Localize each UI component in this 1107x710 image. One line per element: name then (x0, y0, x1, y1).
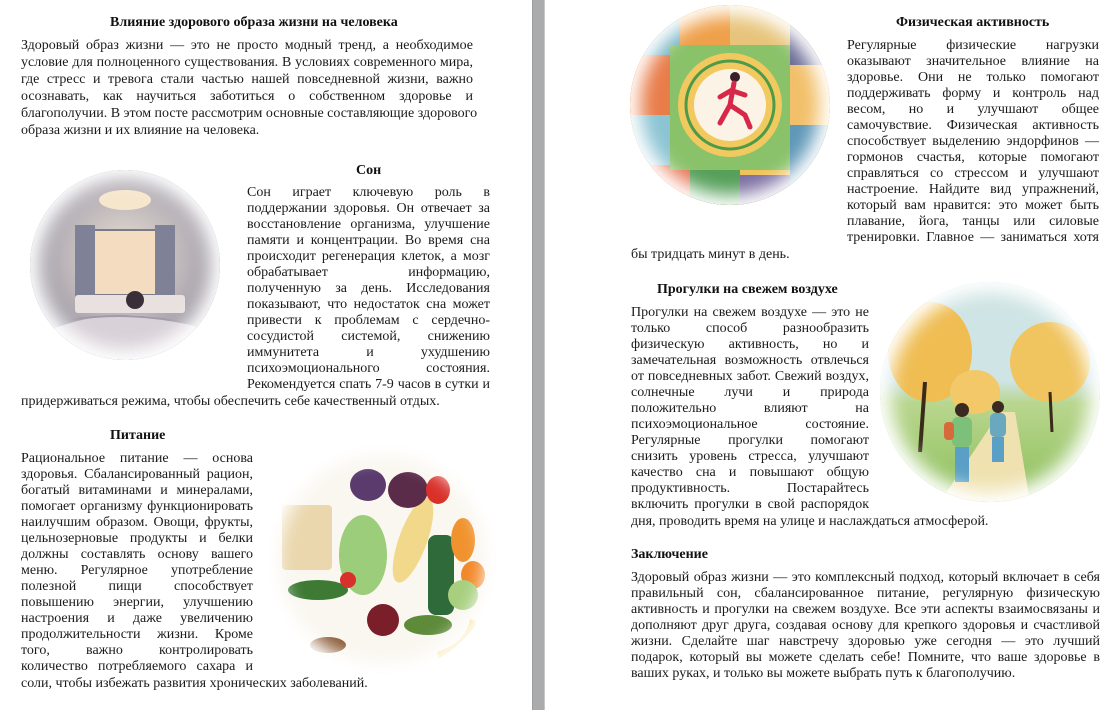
text-line: самочувствие. Физическая активность (847, 118, 1099, 133)
text-line: подарок, который вы можете сделать себе! Помните, что ваше здоровье в (631, 650, 1100, 665)
healthy-food-icon (268, 445, 496, 673)
text-line: жизни. Сделайте шаг навстречу здоровью уже сегодня — это лучший (631, 634, 1100, 649)
text-line: осознавать, как научиться заботиться о собственном здоровье и (21, 89, 473, 104)
text-line: тренировки. Главное — заниматься хотя (847, 230, 1099, 245)
walks-illustration-image (880, 282, 1100, 502)
text-line: гормонов счастья, которые помогают (847, 150, 1099, 165)
text-line: справляться со стрессом и улучшают (847, 166, 1099, 181)
text-line: помогает организму функционировать (21, 499, 253, 514)
text-line: благополучии. В этом посте рассмотрим основные составляющие здорового (21, 106, 478, 121)
text-line: активность и прогулки на свежем воздухе. Все эти аспекты взаимосвязаны и (631, 602, 1100, 617)
sleeping-woman-icon (30, 170, 220, 360)
text-line: весом, но и улучшают общее (847, 102, 1099, 117)
text-line: физическую активность, но и (631, 337, 869, 352)
text-line: придерживаться режима, чтобы обеспечить себе качественный отдых. (21, 394, 440, 409)
text-line: того, важно контролировать (21, 643, 253, 658)
document-page-left (0, 0, 532, 710)
text-line: иммунитета и ухудшению (247, 345, 490, 360)
text-line: который вам нравится: это может быть (847, 198, 1099, 213)
text-line: Здоровый образ жизни — это не просто модный тренд, а необходимое (21, 38, 473, 53)
sleep-illustration-image (30, 170, 220, 360)
text-line: происходит регенерация клеток, а мозг (247, 249, 490, 264)
text-line: продуктивность. Постарайтесь (631, 481, 869, 496)
text-line: количество потребляемого сахара и (21, 659, 253, 674)
section-heading-nutrition: Питание (110, 428, 166, 443)
text-line: поддерживать форму и контроль над (847, 86, 1099, 101)
text-line: только способ разнообразить (631, 321, 869, 336)
text-line: сосудистой системой, снижению (247, 329, 490, 344)
text-line: полезной пищи способствует (21, 579, 253, 594)
text-line: снизить уровень стресса, улучшают (631, 449, 869, 464)
text-line: настроения и даже увеличению (21, 611, 253, 626)
section-heading-sleep: Сон (356, 163, 382, 178)
text-line: меню. Регулярное употребление (21, 563, 253, 578)
section-heading-conclusion: Заключение (631, 547, 708, 562)
text-line: Прогулки на свежем воздухе — это не (631, 305, 869, 320)
text-line: привести к проблемам с сердечно- (247, 313, 490, 328)
text-line: повышению энергии, улучшению (21, 595, 253, 610)
text-line: замечательная возможность отвлечься (631, 353, 869, 368)
text-line: обрабатывает информацию, (247, 265, 490, 280)
text-line: богатый витаминами и минералами, (21, 483, 253, 498)
text-line: Рекомендуется спать 7-9 часов в сутки и (247, 377, 490, 392)
text-line: продолжительности жизни. Кроме (21, 627, 253, 642)
text-line: условие для полноценного существования. В условиях современного мира, (21, 55, 473, 70)
document-page-right (545, 0, 1107, 710)
text-line: психоэмоциональное состояние. (631, 417, 869, 432)
text-line: поддержании здоровья. Он отвечает за (247, 201, 490, 216)
text-line: настроение. Найдите вид упражнений, (847, 182, 1099, 197)
text-line: здоровье. Они не только помогают (847, 70, 1099, 85)
text-line: полученную за день. Исследования (247, 281, 490, 296)
document-title: Влияние здорового образа жизни на человека (110, 15, 398, 30)
text-line: Регулярные прогулки помогают (631, 433, 869, 448)
text-line: показывают, что недостаток сна может (247, 297, 490, 312)
text-line: Регулярные физические нагрузки (847, 38, 1099, 53)
text-line: плавание, йога, танцы или силовые (847, 214, 1099, 229)
text-line: психоэмоционального состояния. (247, 361, 490, 376)
text-line: Рациональное питание — основа (21, 451, 253, 466)
text-line: способствует выделению эндорфинов — (847, 134, 1099, 149)
text-line: где стресс и тревога стали частью нашей повседневной жизни, важно (21, 72, 473, 87)
text-line: правильный сон, сбалансированное питание, регулярную физическую (631, 586, 1100, 601)
nutrition-illustration-image (268, 445, 496, 673)
text-line: наилучшим образом. Овощи, фрукты, (21, 515, 253, 530)
text-line: оказывают значительное влияние на (847, 54, 1099, 69)
text-line: ваших руках, и только вы можете выбрать путь к благополучию. (631, 666, 1016, 681)
text-line: цельнозерновые продукты и белки (21, 531, 253, 546)
section-heading-walks: Прогулки на свежем воздухе (657, 282, 838, 297)
text-line: дополняют друг друга, создавая основу для крепкого здоровья и счастливой (631, 618, 1100, 633)
page-gutter (532, 0, 545, 710)
text-line: должны составлять основу вашего (21, 547, 253, 562)
text-line: Здоровый образ жизни — это комплексный подход, который включает в себя (631, 570, 1100, 585)
walking-couple-icon (880, 282, 1100, 502)
section-heading-activity: Физическая активность (896, 15, 1050, 30)
text-line: включить прогулки в свой распорядок (631, 497, 869, 512)
text-line: солнечные лучи и природа (631, 385, 869, 400)
text-line: дня, проводить время на улице и наслаждаться атмосферой. (631, 514, 989, 529)
text-line: качество сна и повышают общую (631, 465, 869, 480)
text-line: положительно влияют на (631, 401, 869, 416)
text-line: восстановление организма, улучшение (247, 217, 490, 232)
text-line: соли, чтобы избежать развития хронических заболеваний. (21, 676, 368, 691)
text-line: Сон играет ключевую роль в (247, 185, 490, 200)
text-line: бы тридцать минут в день. (631, 247, 790, 262)
text-line: от повседневных забот. Свежий воздух, (631, 369, 869, 384)
running-woman-icon (630, 5, 830, 205)
activity-illustration-image (630, 5, 830, 205)
text-line: здоровья. Сбалансированный рацион, (21, 467, 253, 482)
text-line: образа жизни и их влияние на человека. (21, 123, 260, 138)
text-line: памяти и концентрации. Во время сна (247, 233, 490, 248)
